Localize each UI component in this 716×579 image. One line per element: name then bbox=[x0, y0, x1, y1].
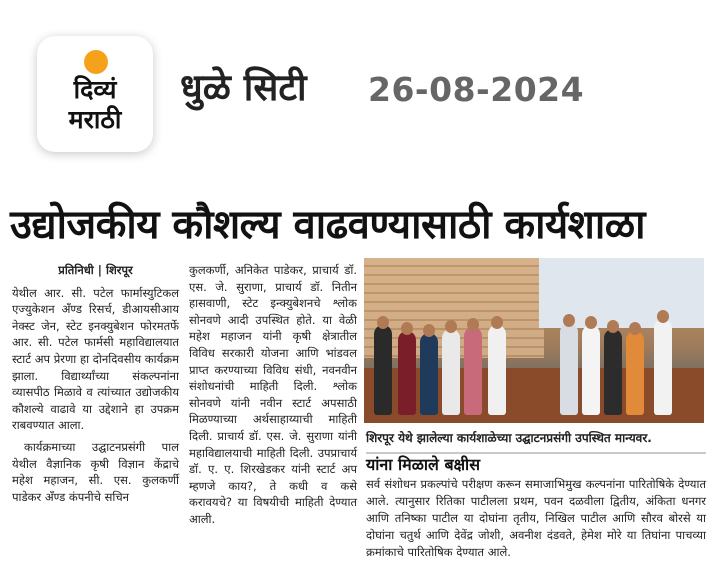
person-figure bbox=[654, 319, 672, 415]
divya-marathi-logo bbox=[37, 36, 153, 152]
logo-line2: मराठी bbox=[68, 105, 122, 134]
person-figure bbox=[488, 325, 506, 415]
article-headline: उद्योजकीय कौशल्य वाढवण्यासाठी कार्यशाळा bbox=[10, 202, 645, 248]
prize-subheading: यांना मिळाले बक्षीस bbox=[366, 452, 706, 476]
person-head bbox=[377, 316, 389, 329]
person-head bbox=[467, 318, 479, 331]
person-figure bbox=[398, 331, 416, 415]
person-head bbox=[657, 310, 669, 323]
person-head bbox=[585, 316, 597, 329]
byline: प्रतिनिधी | शिरपूर bbox=[58, 263, 133, 277]
person-head bbox=[607, 320, 619, 333]
person-figure bbox=[626, 331, 644, 415]
person-figure bbox=[464, 327, 482, 415]
prize-paragraph: सर्व संशोधन प्रकल्पांचे परीक्षण करून समाजाभिमुख कल्पनांना पारितोषिके देण्यात आले. त्यानुसार रितिका पाटीलला प्रथम, पवन दळवीला द्वितीय, अंकिता धनगर आणि तनिष्का पाटील या दोघांना तृतीय, निखिल पाटील आणि सौरव बोरसे या दोघांना चतुर्थ आणि देवेंद्र जोशी, अवनीश दंडवते, हेमेश मोरे या तिघांना पाचव्या क्रमांकाचे पारितोषिक देण्यात आले. bbox=[366, 477, 706, 559]
edition-city: धुळे सिटी bbox=[180, 66, 307, 109]
edition-date: 26-08-2024 bbox=[368, 70, 585, 109]
person-figure bbox=[582, 325, 600, 415]
article-column-2 bbox=[189, 262, 357, 533]
person-head bbox=[445, 320, 457, 333]
person-head bbox=[563, 314, 575, 327]
paragraph-continuation: कुलकर्णी, अनिकेत पाडेकर, प्राचार्य डॉ. एस. जे. सुराणा, प्राचार्य डॉ. नितीन हासवाणी, स्टेट इन्क्युबेशनचे श्लोक सोनवणे आदी उपस्थित होते. या वेळी महेश महाजन यांनी कृषी क्षेत्रातील विविध सरकारी योजना आणि भांडवल प्राप्त करण्याच्या विविध संधी, नवनवीन संशोधनांची माहिती दिली. श्लोक सोनवणे यांनी नवीन स्टार्ट अपसाठी मिळण्याच्या अर्थसाहाय्याची माहिती दिली. प्राचार्य डॉ. एस. जे. सुराणा यांनी महाविद्यालयाची माहिती दिली. उपप्राचार्य डॉ. ए. ए. शिरखेडकर यांनी स्टार्ट अप म्हणजे काय?, ते कधी व कसे करावयचे? या विषयीची माहिती देण्यात आली. bbox=[189, 263, 357, 526]
person-figure bbox=[420, 333, 438, 415]
logo-line1: दिव्यं bbox=[73, 75, 117, 104]
article-column-1 bbox=[12, 262, 179, 505]
photo-caption: शिरपूर येथे झालेल्या कार्यशाळेच्या उद्घाटनप्रसंगी उपस्थित मान्यवर. bbox=[366, 431, 652, 445]
person-head bbox=[491, 316, 503, 329]
person-figure bbox=[374, 325, 392, 415]
paragraph-intro: येथील आर. सी. पटेल फार्मास्युटिकल एज्युकेशन अँण्ड रिसर्च, डीआयसीआय नेक्स्ट जेन, स्टेट इनक्युबेशन फोरमतर्फे आर. सी. पटेल फार्मसी महाविद्यालयात स्टार्ट अप प्रेरणा हा दोनदिवसीय कार्यक्रम झाला. विद्यार्थ्यांच्या संकल्पनांना व्यासपीठ मिळावे व त्यांच्यात उद्योजकीय कौशल्ये वाढावे या उद्देशाने हा उपक्रम राबवण्यात आला. bbox=[12, 285, 179, 433]
person-head bbox=[401, 322, 413, 335]
person-figure bbox=[604, 329, 622, 415]
person-figure bbox=[560, 323, 578, 415]
person-figure bbox=[442, 329, 460, 415]
person-head bbox=[423, 324, 435, 337]
sun-icon bbox=[84, 50, 108, 74]
person-head bbox=[629, 322, 641, 335]
paragraph-inauguration: कार्यक्रमाच्या उद्घाटनप्रसंगी पाल येथील वैज्ञानिक कृषी विज्ञान केंद्राचे महेश महाजन, सी. एस. कुलकर्णी पाडेकर अँण्ड कंपनीचे सचिन bbox=[12, 439, 179, 504]
event-photo bbox=[364, 258, 704, 423]
